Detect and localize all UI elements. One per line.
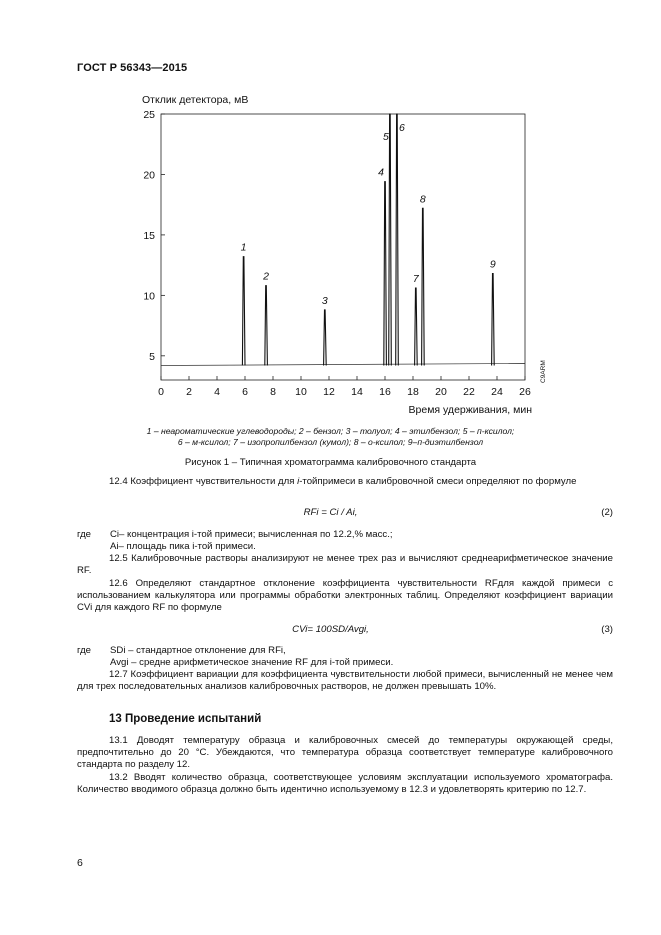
peak-label-4: 4 <box>378 166 384 179</box>
peak-labels <box>241 122 496 307</box>
x-tick-label: 0 <box>158 386 164 398</box>
formula-2: RFi = Ci / Ai, <box>303 507 358 518</box>
x-tick-label: 10 <box>295 386 307 398</box>
x-tick-label: 24 <box>491 386 503 398</box>
paragraph-12-5: 12.5 Калибровочные растворы анализируют не менее трех раз и вычисляют среднеарифметическое значение RF. <box>77 553 613 577</box>
document-header: ГОСТ Р 56343—2015 <box>77 62 188 74</box>
section-13-title: 13 Проведение испытаний <box>109 713 262 725</box>
y-tick-label: 25 <box>143 109 155 121</box>
peak-label-9: 9 <box>489 258 496 271</box>
baseline <box>161 363 525 365</box>
formula-3-number: (3) <box>601 624 613 635</box>
peak-5 <box>389 114 392 365</box>
x-tick-label: 2 <box>186 386 192 398</box>
peak-3 <box>324 310 327 366</box>
chromatogram-trace <box>161 114 525 365</box>
peak-label-5: 5 <box>382 131 389 143</box>
paragraph-12-4: 12.4 Коэффициент чувствительности для i-тойпримеси в калибровочной смеси определяют по формуле <box>109 476 577 487</box>
page-number: 6 <box>77 857 83 869</box>
y-ticks <box>143 109 165 363</box>
x-tick-label: 12 <box>323 386 335 398</box>
peak-label-2: 2 <box>263 270 269 283</box>
paragraph-12-7: 12.7 Коэффициент вариации для коэффициента чувствительности любой примеси, вычисленный не менее чем для трех последовательных анализов калибровочных растворов, не должен превышать 10%. <box>77 669 613 693</box>
formula-2-number: (2) <box>601 507 613 518</box>
formula-3: CVi= 100SD/Avgi, <box>292 624 369 635</box>
where2-line1: SDi – стандартное отклонение для RFi, <box>110 645 286 656</box>
y-tick-label: 15 <box>143 229 155 242</box>
y-tick-label: 5 <box>149 350 155 363</box>
peak-label-8: 8 <box>419 193 426 206</box>
watermark: C9ARM <box>540 360 547 383</box>
chromatogram-chart <box>0 0 661 420</box>
where1-line2: Ai– площадь пика i-той примеси. <box>110 541 256 552</box>
legend-caption-line2: 6 – м-ксилол; 7 – изопропилбензол (кумол); 8 – о-ксилол; 9–п-диэтилбензол <box>177 437 484 447</box>
y-tick-label: 20 <box>143 169 155 182</box>
peak-8 <box>422 208 425 365</box>
y-axis-label: Отклик детектора, мВ <box>142 94 249 106</box>
x-tick-label: 16 <box>379 386 391 398</box>
y-tick-label: 10 <box>143 290 155 303</box>
x-tick-label: 26 <box>519 386 531 398</box>
where-word-1: где <box>77 529 92 540</box>
peak-2 <box>265 286 268 366</box>
plot-frame <box>161 114 525 380</box>
peak-label-1: 1 <box>240 241 247 254</box>
peak-4 <box>384 182 387 366</box>
paragraph-13-1: 13.1 Доводят температуру образца и калибровочных смесей до температуры окружающей среды, предпочтительно до 20 °С. Убеждаются, что температура образца соответствует температуре калибровочного стандарта по разделу 12. <box>77 735 613 771</box>
figure-title: Рисунок 1 – Типичная хроматограмма калибровочного стандарта <box>184 457 477 468</box>
legend-caption-line1: 1 – неароматические углеводороды; 2 – бензол; 3 – толуол; 4 – этилбензол; 5 – п-ксилол; <box>146 426 515 436</box>
where2-line2: Avgi – средне арифметическое значение RF для i-той примеси. <box>110 657 394 668</box>
where1-line1: Ci– концентрация i-той примеси; вычисленная по 12.2,% масс.; <box>110 529 393 540</box>
where-word-2: где <box>77 645 92 656</box>
peak-1 <box>242 257 245 366</box>
paragraph-12-6: 12.6 Определяют стандартное отклонение коэффициента чувствительности RFдля каждой примеси с использованием калькулятора или программы обработки электронных таблиц. Определяют коэффициент вариации CVi для каждого RF по формуле <box>77 578 613 614</box>
x-tick-label: 4 <box>214 386 220 398</box>
peak-9 <box>492 274 495 366</box>
x-tick-label: 22 <box>463 386 475 398</box>
x-tick-label: 14 <box>351 386 363 398</box>
paragraph-13-2: 13.2 Вводят количество образца, соответствующее условиям эксплуатации используемого хроматографа. Количество вводимого образца должно быть идентично используемому в 12.3 и удовлетворять критерию по 12.7. <box>77 772 613 796</box>
peak-label-7: 7 <box>412 273 419 286</box>
peak-label-6: 6 <box>398 122 405 134</box>
peak-label-3: 3 <box>321 294 328 307</box>
peak-6 <box>396 114 399 365</box>
x-axis-label: Время удерживания, мин <box>408 404 532 416</box>
x-tick-label: 8 <box>270 386 276 398</box>
x-tick-label: 20 <box>435 386 447 398</box>
x-tick-label: 18 <box>407 386 419 398</box>
x-ticks <box>158 376 531 398</box>
peak-7 <box>415 288 418 365</box>
x-tick-label: 6 <box>242 386 248 398</box>
